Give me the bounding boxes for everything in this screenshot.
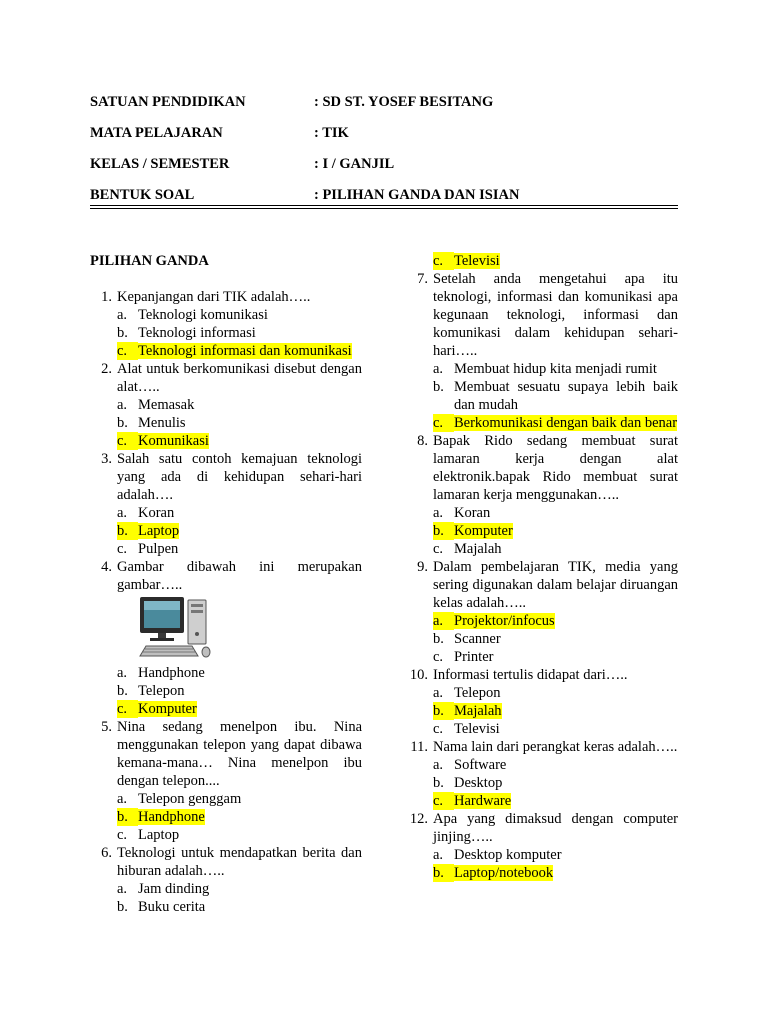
option-letter: a. — [117, 397, 128, 413]
question-text: Salah satu contoh kemajuan teknologi yang ada di kehidupan sehari-hari adalah…. — [117, 451, 362, 503]
option-text: Teknologi informasi — [138, 325, 256, 341]
option-letter: b. — [433, 864, 454, 882]
option-text: Telepon — [454, 685, 501, 701]
option-letter: b. — [433, 631, 444, 647]
option-letter: c. — [433, 541, 444, 557]
option-letter: b. — [117, 808, 138, 826]
question-text: Bapak Rido sedang membuat surat lamaran kerja dengan alat elektronik.bapak Rido membuat surat lamaran kerja menggunakan….. — [433, 433, 678, 503]
option-letter: c. — [433, 252, 454, 270]
option-letter: a. — [433, 505, 444, 521]
question-text: Informasi tertulis didapat dari….. — [433, 667, 628, 683]
question-number: 4. — [101, 559, 112, 575]
option-letter: a. — [433, 361, 444, 377]
left-column — [90, 252, 362, 916]
option-letter: c. — [117, 700, 138, 718]
question-10 — [406, 666, 678, 738]
header-value-kelas: : I / GANJIL — [314, 156, 395, 172]
option-letter: a. — [433, 757, 444, 773]
option-letter: a. — [117, 881, 128, 897]
option-text-answer: Komunikasi — [138, 433, 209, 449]
question-text: Setelah anda mengetahui apa itu teknologi, informasi dan komunikasi apa kegunaan teknologi, informasi dan komunikasi dalam kehidupan sehari-hari….. — [433, 271, 678, 359]
header-label-kelas: KELAS / SEMESTER — [90, 156, 230, 172]
option-text-answer: Komputer — [138, 701, 197, 717]
option-letter: b. — [433, 775, 444, 791]
option-letter: a. — [117, 505, 128, 521]
question-number: 6. — [101, 845, 112, 861]
option-text: Koran — [454, 505, 491, 521]
option-letter: a. — [433, 847, 444, 863]
option-letter: b. — [117, 522, 138, 540]
question-number: 3. — [101, 451, 112, 467]
question-text: Alat untuk berkomunikasi disebut dengan alat….. — [117, 361, 362, 395]
option-letter: b. — [117, 683, 128, 699]
option-letter: c. — [433, 721, 444, 737]
option-text: Membuat sesuatu supaya lebih baik dan mudah — [454, 379, 678, 413]
header-value-mapel: : TIK — [314, 125, 349, 141]
option-text-answer: Teknologi informasi dan komunikasi — [138, 343, 352, 359]
right-column — [406, 252, 678, 882]
option-letter: c. — [433, 414, 454, 432]
option-text-answer: Televisi — [454, 253, 500, 269]
option-letter: c. — [117, 827, 128, 843]
header-value-satuan: : SD ST. YOSEF BESITANG — [314, 94, 494, 110]
option-text: Pulpen — [138, 541, 179, 557]
option-letter: a. — [433, 685, 444, 701]
option-letter: a. — [117, 665, 128, 681]
header-divider-top — [90, 205, 678, 206]
question-number: 7. — [417, 271, 428, 287]
option-text-answer: Laptop — [138, 523, 180, 539]
question-number: 1. — [101, 289, 112, 305]
option-text-answer: Berkomunikasi dengan baik dan benar — [454, 415, 678, 431]
option-text: Buku cerita — [138, 899, 206, 915]
question-text: Nina sedang menelpon ibu. Nina menggunakan telepon yang dapat dibawa kemana-mana… Nina menelpon ibu dengan telepon.... — [117, 719, 362, 789]
option-letter: b. — [117, 325, 128, 341]
question-9 — [406, 558, 678, 666]
desktop-computer-icon — [136, 594, 216, 660]
question-number: 8. — [417, 433, 428, 449]
question-number: 11. — [410, 739, 428, 755]
question-1 — [90, 288, 362, 360]
option-text: Televisi — [454, 721, 500, 737]
question-6 — [90, 844, 362, 916]
option-letter: c. — [117, 342, 138, 360]
option-text: Membuat hidup kita menjadi rumit — [454, 361, 657, 377]
question-number: 12. — [409, 811, 428, 827]
question-11 — [406, 738, 678, 810]
header-divider-bottom — [90, 208, 678, 209]
question-text: Apa yang dimaksud dengan computer jinjing….. — [433, 811, 678, 845]
option-letter: b. — [433, 522, 454, 540]
option-letter: b. — [433, 702, 454, 720]
question-7 — [406, 270, 678, 432]
question-2 — [90, 360, 362, 450]
option-letter: b. — [433, 379, 444, 395]
question-number: 9. — [417, 559, 428, 575]
question-text: Dalam pembelajaran TIK, media yang sering digunakan dalam belajar diruangan kelas adalah….. — [433, 559, 678, 611]
option-text: Majalah — [454, 541, 502, 557]
option-text: Handphone — [138, 665, 205, 681]
header-label-bentuk: BENTUK SOAL — [90, 187, 195, 203]
option-text-answer: Projektor/infocus — [454, 613, 555, 629]
question-8 — [406, 432, 678, 558]
option-text: Menulis — [138, 415, 186, 431]
question-3 — [90, 450, 362, 558]
question-text: Kepanjangan dari TIK adalah….. — [117, 289, 311, 305]
option-letter: c. — [433, 792, 454, 810]
section-title: PILIHAN GANDA — [90, 253, 209, 269]
question-text: Nama lain dari perangkat keras adalah….. — [433, 739, 678, 755]
option-text: Desktop — [454, 775, 503, 791]
option-text: Desktop komputer — [454, 847, 562, 863]
header-label-mapel: MATA PELAJARAN — [90, 125, 223, 141]
option-text: Telepon — [138, 683, 185, 699]
computer-image — [90, 594, 362, 664]
option-text-answer: Majalah — [454, 703, 502, 719]
option-text: Telepon genggam — [138, 791, 242, 807]
option-text: Koran — [138, 505, 175, 521]
option-letter: c. — [433, 649, 444, 665]
option-text: Printer — [454, 649, 494, 665]
question-number: 5. — [101, 719, 112, 735]
question-12 — [406, 810, 678, 882]
question-number: 2. — [101, 361, 112, 377]
option-text: Jam dinding — [138, 881, 210, 897]
option-letter: c. — [117, 432, 138, 450]
option-letter: a. — [117, 307, 128, 323]
option-text: Memasak — [138, 397, 195, 413]
option-letter: c. — [117, 541, 128, 557]
option-letter: a. — [433, 612, 454, 630]
option-text: Laptop — [138, 827, 180, 843]
question-5 — [90, 718, 362, 844]
option-text-answer: Handphone — [138, 809, 205, 825]
question-text: Teknologi untuk mendapatkan berita dan hiburan adalah….. — [117, 845, 362, 879]
question-4 — [90, 558, 362, 718]
option-letter: b. — [117, 415, 128, 431]
option-text-answer: Komputer — [454, 523, 513, 539]
option-text: Software — [454, 757, 507, 773]
option-letter: b. — [117, 899, 128, 915]
option-text: Scanner — [454, 631, 501, 647]
header-label-satuan: SATUAN PENDIDIKAN — [90, 94, 246, 110]
question-text: Gambar dibawah ini merupakan gambar….. — [117, 559, 362, 593]
option-text: Teknologi komunikasi — [138, 307, 268, 323]
option-letter: a. — [117, 791, 128, 807]
option-text-answer: Hardware — [454, 793, 512, 809]
option-text-answer: Laptop/notebook — [454, 865, 554, 881]
header-value-bentuk: : PILIHAN GANDA DAN ISIAN — [314, 187, 520, 203]
question-number: 10. — [409, 667, 428, 683]
